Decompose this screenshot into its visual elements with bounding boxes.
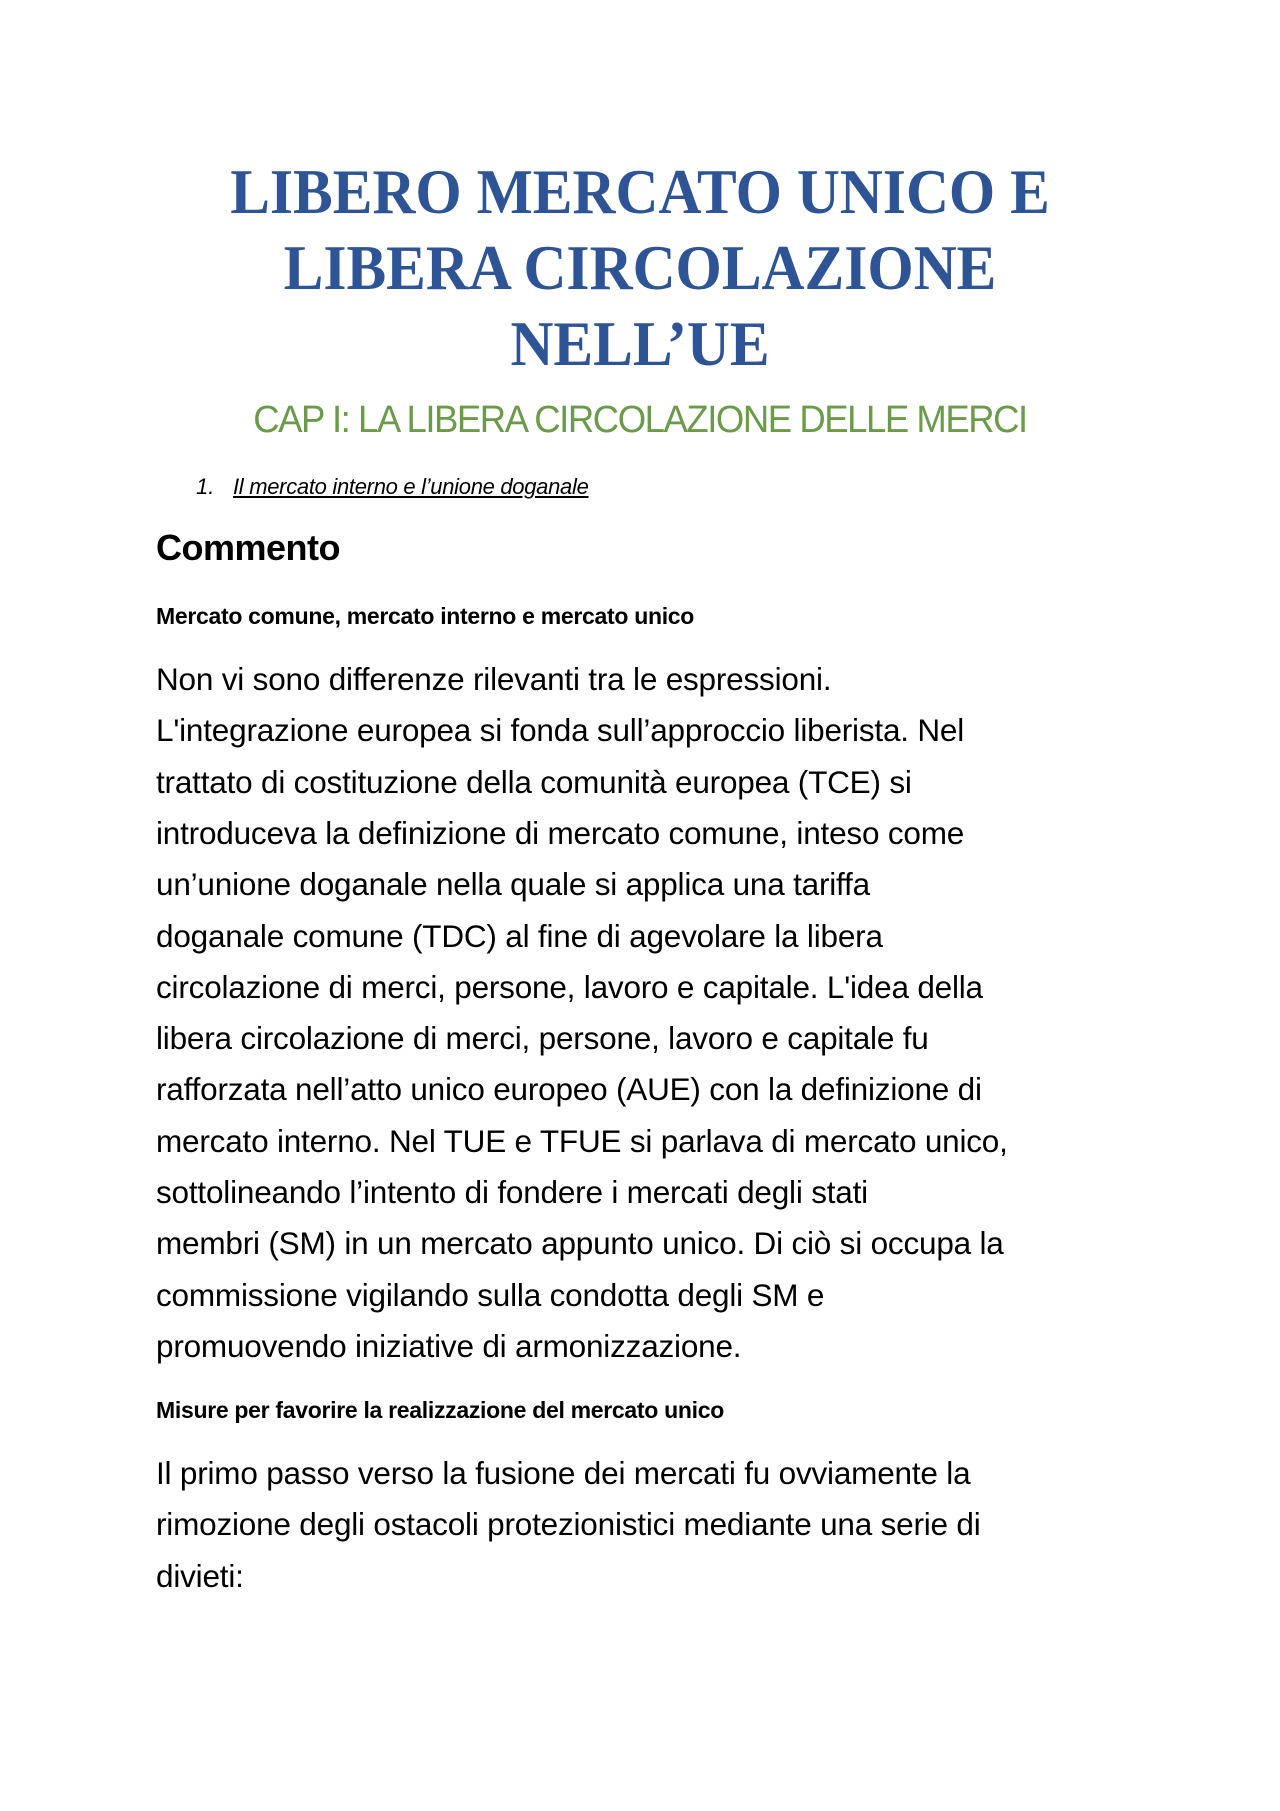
body-text-line: un’unione doganale nella quale si applica una tariffa: [156, 866, 870, 903]
document-title-line-1: LIBERO MERCATO UNICO E: [230, 156, 1050, 227]
body-text-line: Non vi sono differenze rilevanti tra le espressioni.: [156, 661, 832, 697]
section-heading-1: Mercato comune, mercato interno e mercato unico: [156, 603, 695, 629]
body-text-line: circolazione di merci, persone, lavoro e capitale. L'idea della: [156, 968, 983, 1005]
list-item-text: Il mercato interno e l’unione doganale: [233, 474, 589, 499]
document-title-line-2: LIBERA CIRCOLAZIONE: [283, 232, 997, 303]
document-title-line-3: NELL’UE: [510, 308, 770, 379]
list-item-number: 1.: [196, 474, 215, 499]
body-text-line: divieti:: [156, 1557, 244, 1594]
body-text-line: trattato di costituzione della comunità europea (TCE) si: [156, 763, 912, 800]
body-text-line: libera circolazione di merci, persone, lavoro e capitale fu: [156, 1020, 929, 1057]
chapter-subtitle: CAP I: LA LIBERA CIRCOLAZIONE DELLE MERCI: [253, 399, 1027, 441]
body-text-line: membri (SM) in un mercato appunto unico. Di ciò si occupa la: [156, 1225, 1004, 1262]
body-text-line: introduceva la definizione di mercato comune, inteso come: [156, 814, 965, 851]
body-text-line: doganale comune (TDC) al fine di agevolare la libera: [156, 917, 883, 954]
body-text-line: promuovendo iniziative di armonizzazione.: [156, 1327, 742, 1364]
body-text-line: mercato interno. Nel TUE e TFUE si parlava di mercato unico,: [156, 1122, 1008, 1159]
body-text-line: Il primo passo verso la fusione dei mercati fu ovviamente la: [156, 1455, 971, 1491]
body-text-line: L'integrazione europea si fonda sull’approccio liberista. Nel: [156, 712, 965, 749]
body-text-line: commissione vigilando sulla condotta degli SM e: [156, 1276, 825, 1313]
body-text-line: rimozione degli ostacoli protezionistici mediante una serie di: [156, 1506, 981, 1543]
body-text-line: sottolineando l’intento di fondere i mercati degli stati: [156, 1174, 868, 1210]
body-text-line: rafforzata nell’atto unico europeo (AUE) con la definizione di: [156, 1071, 982, 1108]
section-heading-2: Misure per favorire la realizzazione del mercato unico: [156, 1397, 724, 1423]
heading-commento: Commento: [156, 527, 340, 568]
